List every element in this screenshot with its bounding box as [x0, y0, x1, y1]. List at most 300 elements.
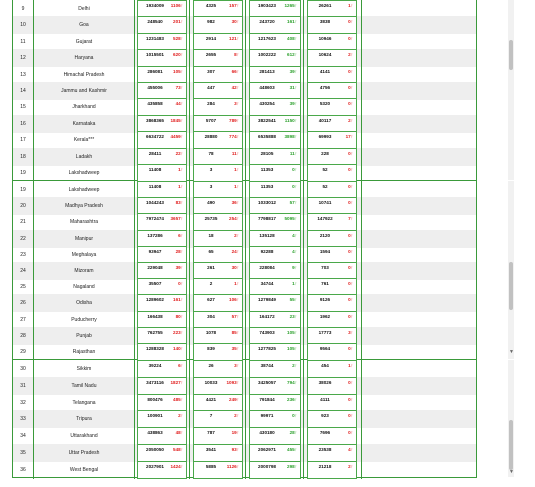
deaths-value: 787: [207, 430, 215, 436]
column-divider: [361, 394, 362, 412]
arrow-up-icon: ↑: [180, 379, 183, 385]
active-delta: [348, 67, 353, 77]
confirmed-value: 2050050: [146, 447, 164, 452]
deaths-delta-value: 1126: [226, 463, 237, 469]
recovered-delta: [292, 182, 297, 192]
table-row: [13, 427, 476, 445]
column-divider: [134, 66, 135, 84]
recovered-delta-value: 28: [289, 430, 295, 436]
confirmed-delta-value: 80: [175, 313, 181, 319]
row-sno: 12: [20, 55, 26, 62]
cell-active: [307, 377, 357, 395]
column-divider: [134, 0, 135, 18]
column-divider: [303, 427, 304, 445]
cell-recovered: [249, 343, 301, 361]
active-delta: [348, 34, 353, 44]
deaths-delta: [226, 378, 239, 388]
column-divider: [303, 66, 304, 84]
confirmed-value: 1231483: [146, 35, 164, 41]
active-delta-value: 0: [348, 101, 351, 107]
deaths-delta: [229, 132, 239, 142]
column-divider: [303, 360, 304, 378]
active-delta: [348, 231, 353, 241]
cell-confirmed: [137, 427, 187, 445]
column-divider: [189, 131, 190, 149]
recovered-delta-value: 408: [287, 35, 295, 41]
deaths-delta-value: 3: [234, 363, 237, 368]
row-state-name: Kerala***: [73, 137, 95, 144]
table-row: [13, 164, 476, 182]
deaths-delta: [232, 428, 239, 438]
arrow-up-icon: ↑: [236, 413, 239, 419]
column-divider: [245, 343, 246, 361]
arrow-up-icon: ↑: [236, 313, 239, 319]
column-divider: [134, 33, 135, 51]
active-delta-value: 0: [348, 313, 351, 319]
active-delta: [348, 149, 353, 159]
column-divider: [33, 343, 34, 361]
arrow-up-icon: ↑: [350, 346, 353, 351]
cell-confirmed: [137, 377, 187, 395]
arrow-up-icon: ↑: [294, 3, 297, 8]
arrow-up-icon: ↑: [236, 3, 239, 8]
column-divider: [245, 98, 246, 116]
arrow-up-icon: ↑: [180, 68, 183, 74]
confirmed-delta-value: 620: [173, 52, 181, 58]
row-sno: 21: [20, 219, 26, 226]
arrow-up-icon: ↑: [294, 363, 297, 368]
active-delta: [348, 116, 353, 126]
column-divider: [134, 410, 135, 428]
deaths-value: 78: [208, 150, 214, 156]
column-divider: [189, 148, 190, 166]
active-value: 5320: [319, 101, 331, 107]
active-delta-value: 17: [345, 134, 351, 140]
arrow-up-icon: ↑: [294, 413, 297, 419]
recovered-value: 28105: [260, 150, 274, 156]
table-row: [13, 343, 476, 361]
arrow-up-icon: ↑: [350, 35, 353, 41]
confirmed-delta: [170, 116, 183, 126]
confirmed-delta: [176, 263, 183, 273]
column-divider: [303, 461, 304, 479]
cell-deaths: [193, 343, 243, 361]
column-divider: [303, 0, 304, 18]
table-row: [13, 131, 476, 149]
arrow-up-icon: ↑: [294, 134, 297, 140]
column-divider: [303, 444, 304, 462]
scroll-down-icon[interactable]: ▼: [509, 349, 514, 355]
deaths-value: 4325: [205, 3, 217, 8]
recovered-delta: [287, 50, 297, 60]
deaths-delta: [234, 182, 239, 192]
row-sno: 36: [20, 466, 26, 473]
arrow-up-icon: ↑: [236, 379, 239, 385]
cell-recovered: [249, 131, 301, 149]
recovered-delta: [284, 1, 297, 11]
recovered-delta-value: 612: [287, 52, 295, 58]
active-value: 4756: [319, 85, 331, 90]
scrollbar-thumb-middle[interactable]: [509, 262, 513, 310]
recovered-value: 1279849: [258, 297, 276, 303]
column-divider: [189, 16, 190, 34]
cell-active: [307, 394, 357, 412]
cell-active: [307, 427, 357, 445]
deaths-delta-value: 1: [234, 167, 237, 172]
recovered-value: 11353: [260, 184, 274, 189]
column-divider: [361, 164, 362, 182]
recovered-value: 3822541: [258, 117, 276, 123]
column-divider: [33, 98, 34, 116]
recovered-value: 228084: [259, 265, 275, 270]
arrow-up-icon: ↑: [294, 52, 297, 58]
active-value: 10741: [318, 200, 332, 206]
row-state-name: Madhya Pradesh: [65, 203, 103, 210]
active-delta-value: 0: [348, 85, 351, 90]
arrow-up-icon: ↑: [294, 313, 297, 319]
active-delta: [348, 328, 353, 338]
confirmed-delta-value: 39: [175, 265, 181, 270]
deaths-delta: [229, 116, 239, 126]
recovered-value: 281413: [259, 68, 275, 74]
table-row: [13, 98, 476, 116]
recovered-delta-value: 31: [289, 85, 295, 90]
column-divider: [245, 394, 246, 412]
confirmed-value: 11408: [148, 167, 162, 172]
recovered-delta-value: 55: [289, 297, 295, 303]
row-state-name: Karnataka: [72, 120, 96, 127]
deaths-delta-value: 1093: [226, 379, 237, 385]
arrow-up-icon: ↑: [236, 68, 239, 74]
active-delta-value: 0: [348, 200, 351, 206]
cell-confirmed: [137, 49, 187, 67]
arrow-up-icon: ↑: [180, 184, 183, 189]
row-state-name: Nagaland: [73, 284, 95, 291]
cell-confirmed: [137, 343, 187, 361]
arrow-up-icon: ↑: [236, 232, 239, 238]
recovered-delta: [292, 247, 297, 257]
column-divider: [189, 0, 190, 18]
arrow-up-icon: ↑: [180, 52, 183, 58]
column-divider: [134, 115, 135, 133]
row-sno: 34: [20, 433, 26, 440]
active-value: 52: [322, 184, 328, 189]
deaths-value: 982: [207, 19, 215, 25]
recovered-value: 791844: [259, 396, 275, 402]
confirmed-delta: [176, 198, 183, 208]
row-state-name: Uttar Pradesh: [68, 450, 100, 456]
cell-recovered: [249, 461, 301, 479]
column-divider: [189, 427, 190, 445]
cell-confirmed: [137, 33, 187, 51]
arrow-up-icon: ↑: [180, 134, 183, 140]
scrollbar-track-top[interactable]: [508, 0, 514, 180]
recovered-delta: [290, 428, 297, 438]
deaths-delta: [232, 263, 239, 273]
state-table: [12, 360, 477, 478]
column-divider: [33, 360, 34, 378]
cell-recovered: [249, 360, 301, 378]
column-divider: [189, 33, 190, 51]
deaths-delta: [234, 99, 239, 109]
row-sno: 25: [20, 284, 26, 291]
active-delta-value: 0: [348, 396, 351, 402]
recovered-delta-value: 1265: [284, 3, 295, 8]
arrow-up-icon: ↑: [294, 200, 297, 206]
column-divider: [134, 16, 135, 34]
row-state-name: Mizoram: [74, 268, 94, 274]
row-state-name: Rajasthan: [72, 349, 96, 355]
arrow-up-icon: ↑: [294, 297, 297, 303]
column-divider: [361, 444, 362, 462]
active-delta-value: 1: [348, 363, 351, 368]
arrow-up-icon: ↑: [180, 101, 183, 107]
active-delta-value: 2: [348, 52, 351, 58]
confirmed-delta-value: 485: [173, 396, 181, 402]
recovered-delta-value: 105: [287, 329, 295, 335]
arrow-up-icon: ↑: [350, 396, 353, 402]
active-delta-value: 2: [348, 463, 351, 469]
cell-active: [307, 410, 357, 428]
column-divider: [303, 131, 304, 149]
recovered-value: 743903: [259, 329, 275, 335]
deaths-delta-value: 2: [234, 232, 237, 238]
table-row: [13, 148, 476, 166]
row-state-name: Haryana: [74, 55, 94, 62]
active-delta-value: 0: [348, 379, 351, 385]
confirmed-delta: [178, 361, 183, 371]
row-state-name: Delhi: [78, 6, 90, 12]
deaths-value: 5885: [205, 463, 217, 469]
arrow-up-icon: ↑: [350, 297, 353, 303]
active-delta: [348, 361, 353, 371]
column-divider: [303, 33, 304, 51]
active-value: 454: [321, 363, 329, 368]
arrow-up-icon: ↑: [294, 232, 297, 238]
deaths-value: 2655: [205, 52, 217, 58]
arrow-up-icon: ↑: [350, 232, 353, 238]
recovered-delta: [290, 295, 297, 305]
confirmed-delta: [173, 328, 183, 338]
recovered-value: 1002222: [258, 52, 276, 58]
scrollbar-thumb-bottom[interactable]: [509, 420, 513, 470]
confirmed-value: 137286: [147, 232, 163, 238]
confirmed-delta: [173, 295, 183, 305]
cell-deaths: [193, 0, 243, 18]
row-sno: 29: [20, 349, 26, 355]
table-row: [13, 66, 476, 84]
recovered-delta: [290, 83, 297, 93]
cell-recovered: [249, 115, 301, 133]
arrow-up-icon: ↑: [350, 313, 353, 319]
column-divider: [33, 427, 34, 445]
active-value: 3838: [319, 19, 331, 25]
column-divider: [189, 98, 190, 116]
row-sno: 35: [20, 450, 26, 456]
active-delta-value: 7: [348, 216, 351, 222]
active-delta: [348, 165, 353, 175]
deaths-delta: [234, 50, 239, 60]
arrow-up-icon: ↑: [294, 167, 297, 172]
recovered-delta-value: 4: [292, 232, 295, 238]
active-value: 10624: [318, 52, 332, 58]
deaths-delta-value: 57: [231, 313, 237, 319]
deaths-delta-value: 35: [231, 346, 237, 351]
active-delta-value: 4: [348, 447, 351, 452]
confirmed-delta-value: 6: [178, 363, 181, 368]
arrow-up-icon: ↑: [236, 346, 239, 351]
recovered-delta-value: 5095: [284, 216, 295, 222]
arrow-up-icon: ↑: [180, 3, 183, 8]
recovered-delta-value: 4: [292, 248, 295, 254]
recovered-value: 1217623: [258, 35, 276, 41]
cell-confirmed: [137, 66, 187, 84]
confirmed-delta-value: 528: [173, 35, 181, 41]
column-divider: [189, 343, 190, 361]
deaths-value: 261: [207, 265, 215, 270]
active-delta-value: 2: [348, 117, 351, 123]
cell-active: [307, 82, 357, 100]
recovered-delta-value: 0: [292, 167, 295, 172]
arrow-up-icon: ↑: [294, 329, 297, 335]
column-divider: [189, 66, 190, 84]
recovered-value: 99971: [260, 413, 274, 419]
cell-deaths: [193, 394, 243, 412]
arrow-up-icon: ↑: [180, 19, 183, 25]
confirmed-delta: [170, 378, 183, 388]
deaths-delta: [232, 328, 239, 338]
recovered-delta-value: 0: [292, 184, 295, 189]
confirmed-delta-value: 1845: [170, 117, 181, 123]
column-divider: [33, 444, 34, 462]
column-divider: [134, 444, 135, 462]
row-sno: 14: [20, 88, 26, 94]
cell-deaths: [193, 33, 243, 51]
arrow-up-icon: ↑: [294, 85, 297, 90]
column-divider: [303, 343, 304, 361]
confirmed-delta: [170, 462, 183, 472]
column-divider: [245, 410, 246, 428]
recovered-delta: [290, 67, 297, 77]
scrollbar-thumb-top[interactable]: [509, 40, 513, 70]
arrow-up-icon: ↑: [236, 184, 239, 189]
row-sno: 10: [20, 22, 26, 29]
recovered-delta-value: 3898: [284, 134, 295, 140]
row-sno: 11: [20, 38, 26, 45]
confirmed-delta-value: 22: [175, 150, 181, 156]
confirmed-value: 28411: [148, 150, 162, 156]
cell-recovered: [249, 444, 301, 462]
arrow-up-icon: ↑: [294, 150, 297, 156]
row-state-name: Puducherry: [71, 316, 97, 323]
table-row: [13, 410, 476, 428]
confirmed-delta: [173, 17, 183, 27]
arrow-up-icon: ↑: [180, 346, 183, 351]
cell-confirmed: [137, 115, 187, 133]
cell-confirmed: [137, 131, 187, 149]
confirmed-value: 455006: [147, 85, 163, 90]
arrow-up-icon: ↑: [236, 248, 239, 254]
arrow-up-icon: ↑: [294, 463, 297, 469]
arrow-up-icon: ↑: [180, 200, 183, 206]
column-divider: [245, 16, 246, 34]
arrow-up-icon: ↑: [294, 396, 297, 402]
row-sno: 19: [20, 170, 26, 176]
deaths-delta-value: 106: [229, 297, 237, 303]
arrow-up-icon: ↑: [180, 216, 183, 222]
recovered-delta: [284, 214, 297, 224]
row-sno: 31: [20, 382, 26, 389]
deaths-delta-value: 85: [231, 329, 237, 335]
deaths-delta: [232, 247, 239, 257]
arrow-up-icon: ↑: [180, 232, 183, 238]
deaths-delta-value: 121: [229, 35, 237, 41]
scroll-down-icon[interactable]: ▼: [509, 469, 514, 475]
deaths-delta-value: 2: [234, 413, 237, 419]
confirmed-value: 35507: [148, 281, 162, 287]
deaths-delta-value: 93: [231, 447, 237, 452]
table-row: [13, 82, 476, 100]
arrow-up-icon: ↑: [236, 200, 239, 206]
column-divider: [361, 98, 362, 116]
column-divider: [361, 377, 362, 395]
cell-deaths: [193, 444, 243, 462]
recovered-delta: [287, 378, 297, 388]
confirmed-delta-value: 105: [173, 68, 181, 74]
active-delta: [348, 1, 353, 11]
active-value: 38026: [318, 379, 332, 385]
cell-deaths: [193, 98, 243, 116]
cell-confirmed: [137, 410, 187, 428]
deaths-value: 4421: [205, 396, 217, 402]
deaths-value: 304: [207, 313, 215, 319]
confirmed-delta: [173, 67, 183, 77]
row-state-name: Maharashtra: [69, 219, 99, 226]
arrow-up-icon: ↑: [236, 35, 239, 41]
arrow-up-icon: ↑: [294, 346, 297, 351]
arrow-up-icon: ↑: [236, 134, 239, 140]
cell-active: [307, 98, 357, 116]
deaths-value: 25735: [204, 216, 218, 222]
recovered-value: 6535888: [258, 134, 276, 140]
active-delta-value: 0: [348, 232, 351, 238]
deaths-delta: [234, 411, 239, 421]
cell-active: [307, 33, 357, 51]
confirmed-delta-value: 6: [178, 232, 181, 238]
deaths-delta: [229, 395, 239, 405]
active-delta-value: 0: [348, 150, 351, 156]
table-row: [13, 377, 476, 395]
arrow-up-icon: ↑: [350, 430, 353, 436]
deaths-delta-value: 30: [231, 19, 237, 25]
row-state-name: Jammu and Kashmir: [61, 88, 107, 94]
row-state-name: West Bengal: [69, 466, 99, 473]
deaths-value: 7: [209, 413, 213, 419]
active-value: 923: [321, 413, 329, 419]
active-delta: [348, 344, 353, 354]
arrow-up-icon: ↑: [350, 447, 353, 452]
active-value: 4141: [319, 68, 331, 74]
cell-confirmed: [137, 82, 187, 100]
column-divider: [189, 164, 190, 182]
row-state-name: Odisha: [76, 300, 92, 307]
active-delta: [348, 378, 353, 388]
confirmed-delta: [178, 231, 183, 241]
arrow-up-icon: ↑: [236, 447, 239, 452]
deaths-delta: [232, 83, 239, 93]
confirmed-value: 1289602: [146, 297, 164, 303]
row-state-name: Telangana: [72, 399, 96, 406]
